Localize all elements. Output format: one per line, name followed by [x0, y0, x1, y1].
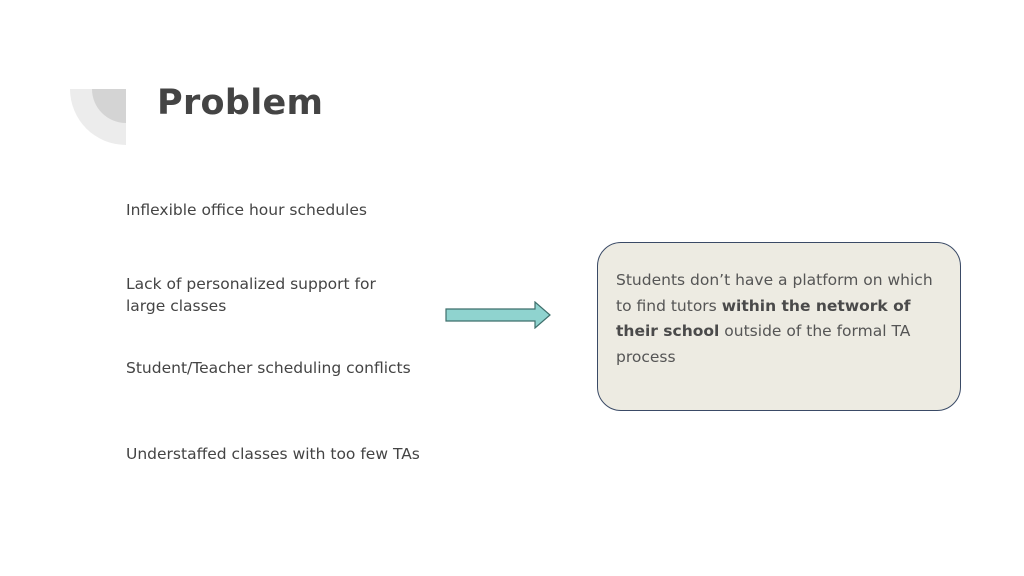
callout-text-emphasis: within the network of their school: [616, 296, 911, 340]
callout-text: [616, 268, 946, 370]
slide-title: Problem: [157, 83, 324, 123]
problem-point: Inflexible office hour schedules: [126, 201, 367, 219]
callout-text-end: outside of the formal TA process: [616, 322, 911, 366]
problem-statement-callout: [597, 242, 961, 411]
right-arrow-icon: [445, 301, 552, 329]
problem-point: Student/Teacher scheduling conflicts: [126, 359, 411, 377]
corner-decoration-icon: [70, 89, 126, 145]
callout-text-start: Students don’t have a platform on which to find tutors: [616, 271, 933, 315]
problem-point: Lack of personalized support for large classes: [126, 275, 376, 315]
problem-point: Understaffed classes with too few TAs: [126, 445, 420, 463]
